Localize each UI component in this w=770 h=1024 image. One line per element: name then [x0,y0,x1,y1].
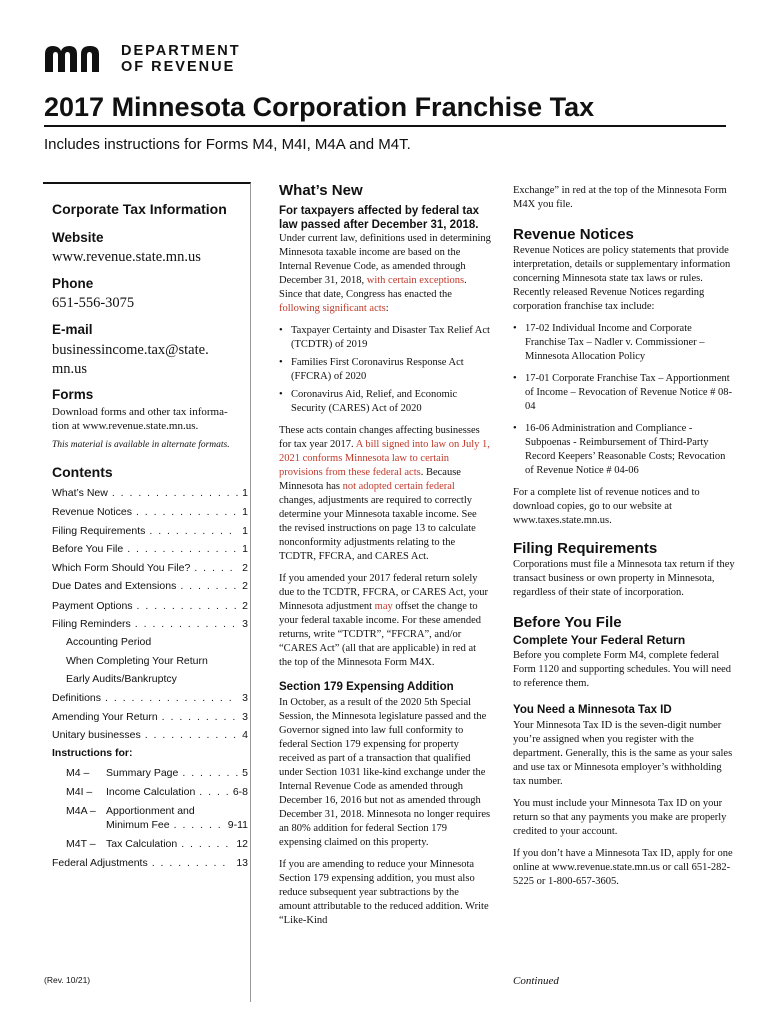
toc-entry[interactable]: Before You File . . . 1 [52,543,248,555]
before-you-file-heading: Before You File [513,614,622,631]
info-heading: Corporate Tax Information [52,201,227,217]
column-whats-new [279,184,491,928]
email-label: E-mail [52,322,93,337]
forms-text-line2: tion at www.revenue.state.mn.us. [52,420,199,432]
list-item: • 16-06 Administration and Compliance - Subpoenas - Reimbursement of Third-Party Record Keepers’ Reasonable Costs; Revocation of Revenue Notice # 04-06 [513,422,735,478]
paragraph: If you amended your 2017 federal return solely due to the TCDTR, FFCRA, or CARES Act, your Minnesota adjustment may offset the change to your federal taxable income. For these amended returns, write “TCDTR”, “FFCRA”, and/or “CARES Act” (all that are applicable) in red at the top of the Minnesota Form M4X. [279,573,488,668]
red-link-text[interactable]: not adopted certain federal [342,481,455,492]
notices-list [513,322,735,478]
toc-entry[interactable]: M4 – Summary Page . . . 5 [52,767,248,779]
list-item: • 17-01 Corporate Franchise Tax – Apportionment of Income – Revocation of Revenue Notice # 08-04 [513,372,735,414]
website-link[interactable]: www.revenue.state.mn.us [52,249,201,265]
toc-entry[interactable]: Unitary businesses . . . 4 [52,729,248,741]
whats-new-heading: What’s New [279,182,363,199]
website-label: Website [52,230,104,245]
alt-formats-note: This material is available in alternate formats. [52,440,230,450]
paragraph: Your Minnesota Tax ID is the seven-digit number you’re assigned when you register with the department. Generally, this is the same as your sales and use tax or Minnesota employer’s withholding tax number. [513,720,733,787]
toc-entry[interactable]: M4I – Income Calculation . . . 6-8 [52,786,248,798]
revenue-notices-heading: Revenue Notices [513,226,634,243]
complete-federal-heading: Complete Your Federal Return [513,633,686,647]
toc-entry[interactable]: What’s New . . . 1 [52,487,248,499]
toc-entry[interactable]: Amending Your Return . . . 3 [52,711,248,723]
acts-list [279,324,491,416]
email-address-line2[interactable]: mn.us [52,361,88,377]
mn-logo-icon [45,46,113,72]
paragraph: Before you complete Form M4, complete federal Form 1120 and supporting schedules. You will need to reference them. [513,650,732,689]
affected-heading: For taxpayers affected by federal tax law passed after December 31, 2018. [279,205,480,231]
toc-subentry[interactable]: Accounting Period [66,636,152,648]
paragraph: These acts contain changes affecting businesses for tax year 2017. A bill signed into law on July 1, 2021 conforms Minnesota law to certain provisions from these federal acts. Because Minnesota has not adopted certain federal changes, adjustments are required to correctly determine your Minnesota taxable income. See the revised instructions on page 13 to calculate nonconformity adjustments relating to the TCDTR, FFCRA, and CARES Act. [279,425,490,562]
paragraph: Corporations must file a Minnesota tax return if they transact business or own property in Minnesota, regardless of their state of incorporation. [513,559,735,598]
toc-entry[interactable]: Filing Requirements . . . 1 [52,525,248,537]
toc-subentry[interactable]: Early Audits/Bankruptcy [66,673,177,685]
toc-entry[interactable]: Definitions . . . 3 [52,692,248,704]
toc-subentry[interactable]: When Completing Your Return [66,655,208,667]
toc-entry[interactable]: Revenue Notices . . . 1 [52,506,248,518]
red-link-text[interactable]: following significant acts [279,303,386,314]
toc-entry[interactable]: M4A – Apportionment and [66,805,195,817]
paragraph: Exchange” in red at the top of the Minnesota Form M4X you file. [513,185,727,210]
toc-entry[interactable]: Due Dates and Extensions . . . 2 [52,580,248,592]
department-name: DEPARTMENT OF REVENUE [121,43,241,75]
email-address-line1[interactable]: businessincome.tax@state. [52,342,209,358]
section-179-heading: Section 179 Expensing Addition [279,681,454,693]
toc-entry[interactable]: Federal Adjustments . . . 13 [52,857,248,869]
phone-number: 651-556-3075 [52,295,135,311]
tax-id-heading: You Need a Minnesota Tax ID [513,704,672,716]
forms-text-line1: Download forms and other tax informa- [52,406,228,418]
paragraph: Under current law, definitions used in determining Minnesota taxable income are based on the Internal Revenue Code, as amended through December 31, 2018, with certain exceptions. Since that date, Congress has enacted the following significant acts: [279,233,491,314]
continued-note: Continued [513,975,559,987]
list-item: • Coronavirus Aid, Relief, and Economic Security (CARES) Act of 2020 [279,388,491,416]
paragraph: For a complete list of revenue notices and to download copies, go to our website at www.taxes.state.mn.us. [513,487,700,526]
paragraph: Revenue Notices are policy statements that provide interpretation, details or supplementary information concerning Minnesota state tax laws or rules. Recently released Revenue Notices regarding corporation franchise tax include: [513,245,731,312]
filing-requirements-heading: Filing Requirements [513,540,658,557]
instructions-label: Instructions for: [52,747,133,759]
toc-entry[interactable]: M4T – Tax Calculation . . . 12 [52,838,248,850]
paragraph: You must include your Minnesota Tax ID on your return so that any payments you make are properly credited to your account. [513,798,727,837]
list-item: • Taxpayer Certainty and Disaster Tax Relief Act (TCDTR) of 2019 [279,324,491,352]
paragraph: If you don’t have a Minnesota Tax ID, apply for one online at www.revenue.state.mn.us or call 651-282-5225 or 1-800-657-3605. [513,848,733,887]
paragraph: If you are amending to reduce your Minnesota Section 179 expensing addition, you must also reduce subsequent year subtractions by the amount attributable to the reduced addition. Write “Like-Kind [279,859,489,926]
forms-label: Forms [52,387,94,402]
paragraph: In October, as a result of the 2020 5th Special Session, the Minnesota legislature passed and the Governor signed into law full conformity to federal Section 179 expensing for property received as part of a transaction that qualified under Section 1031 like-kind exchange under the Internal Revenue Code as amended through December 16, 2016 but not as amended through December 31, 2018. Minnesota no longer requires an 80% addition for federal Section 179 expensing claimed on this property. [279,697,491,848]
toc-entry[interactable]: Minimum Fee . . . 9-11 [52,819,248,831]
toc-entry[interactable]: Which Form Should You File? . . . 2 [52,562,248,574]
mn-revenue-logo [45,42,245,78]
phone-label: Phone [52,276,94,291]
column-notices [513,184,735,889]
page-title: 2017 Minnesota Corporation Franchise Tax [44,92,595,122]
red-link-text[interactable]: A bill signed into law on July 1, 2021 conforms Minnesota law to certain provisions from these federal acts [279,439,490,478]
toc-entry[interactable]: Payment Options . . . 2 [52,600,248,612]
red-link-text[interactable]: with certain exceptions [366,275,465,286]
list-item: • 17-02 Individual Income and Corporate Franchise Tax – Nadler v. Commissioner – Minnesota Allocation Policy [513,322,735,364]
revision-date: (Rev. 10/21) [44,975,91,985]
red-link-text[interactable]: may [374,601,393,612]
list-item: • Families First Coronavirus Response Act (FFCRA) of 2020 [279,356,491,384]
title-divider [44,125,726,127]
toc-entry[interactable]: Filing Reminders . . . 3 [52,618,248,630]
contents-heading: Contents [52,464,113,480]
page-subtitle: Includes instructions for Forms M4, M4I, M4A and M4T. [44,136,411,153]
